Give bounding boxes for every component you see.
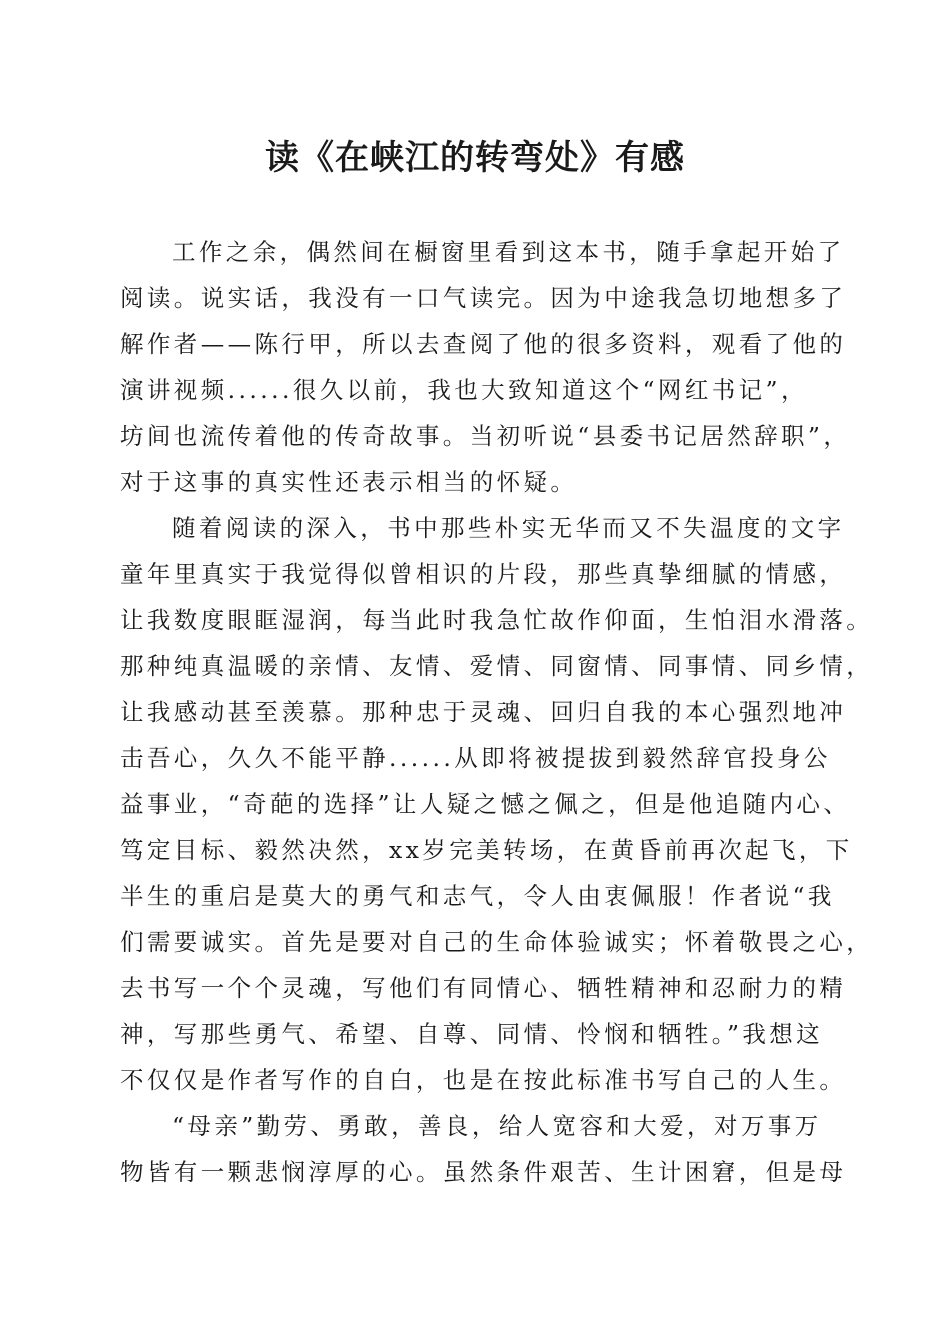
paragraph-2-line-5: 让我感动甚至羡慕。那种忠于灵魂、回归自我的本心强烈地冲	[120, 698, 847, 726]
paragraph-2-line-13: 不仅仅是作者写作的自白，也是在按此标准书写自己的人生。	[120, 1066, 847, 1094]
paragraph-1-line-3: 解作者——陈行甲，所以去查阅了他的很多资料，观看了他的	[120, 330, 847, 358]
paragraph-2-line-9: 半生的重启是莫大的勇气和志气，令人由衷佩服！作者说“我	[120, 882, 835, 910]
paragraph-1-line-1: 工作之余，偶然间在橱窗里看到这本书，随手拿起开始了	[172, 238, 845, 266]
paragraph-1-line-5: 坊间也流传着他的传奇故事。当初听说“县委书记居然辞职”，	[120, 422, 851, 450]
paragraph-3-line-2: 物皆有一颗悲悯淳厚的心。虽然条件艰苦、生计困窘，但是母	[120, 1158, 847, 1186]
document-title: 读《在峡江的转弯处》有感	[265, 138, 685, 178]
paragraph-3-line-1: “母亲”勤劳、勇敢，善良，给人宽容和大爱，对万事万	[172, 1112, 822, 1140]
paragraph-2-line-1: 随着阅读的深入，书中那些朴实无华而又不失温度的文字	[172, 514, 845, 542]
paragraph-2-line-7: 益事业，“奇葩的选择”让人疑之憾之佩之，但是他追随内心、	[120, 790, 851, 818]
paragraph-2-line-8: 笃定目标、毅然决然，xx岁完美转场，在黄昏前再次起飞，下	[120, 836, 853, 864]
paragraph-1-line-2: 阅读。说实话，我没有一口气读完。因为中途我急切地想多了	[120, 284, 847, 312]
paragraph-2-line-4: 那种纯真温暖的亲情、友情、爱情、同窗情、同事情、同乡情，	[120, 652, 874, 680]
paragraph-2-line-12: 神，写那些勇气、希望、自尊、同情、怜悯和牺牲。”我想这	[120, 1020, 824, 1048]
paragraph-1-line-6: 对于这事的真实性还表示相当的怀疑。	[120, 468, 578, 496]
paragraph-2-line-2: 童年里真实于我觉得似曾相识的片段，那些真挚细腻的情感，	[120, 560, 847, 588]
paragraph-2-line-11: 去书写一个个灵魂，写他们有同情心、牺牲精神和忍耐力的精	[120, 974, 847, 1002]
paragraph-1-line-4: 演讲视频......很久以前，我也大致知道这个“网红书记”，	[120, 376, 808, 404]
paragraph-2-line-10: 们需要诚实。首先是要对自己的生命体验诚实；怀着敬畏之心，	[120, 928, 874, 956]
paragraph-2-line-3: 让我数度眼眶湿润，每当此时我急忙故作仰面，生怕泪水滑落。	[120, 606, 874, 634]
paragraph-2-line-6: 击吾心，久久不能平静......从即将被提拔到毅然辞官投身公	[120, 744, 831, 772]
